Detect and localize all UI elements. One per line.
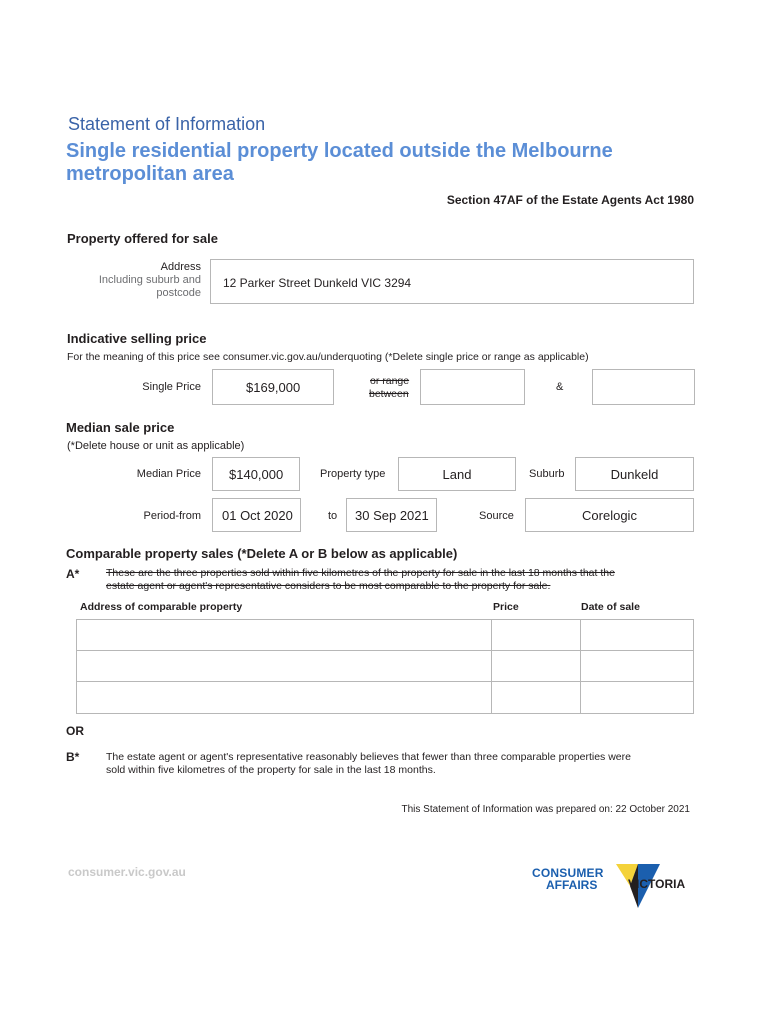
property-type-label: Property type [320, 468, 386, 480]
option-b-text: The estate agent or agent's representative reasonably believes that fewer than three comparable properties were [106, 751, 631, 763]
median-price-field[interactable] [212, 457, 300, 491]
source-field[interactable] [525, 498, 694, 532]
act-reference: Section 47AF of the Estate Agents Act 1980 [446, 193, 694, 207]
period-to-label: to [328, 510, 338, 522]
suburb-label: Suburb [529, 468, 565, 480]
consumer-affairs-victoria-logo [530, 862, 700, 912]
table-row-2-price[interactable] [491, 650, 581, 682]
table-row-1-date[interactable] [580, 619, 694, 651]
table-row-2-address[interactable] [76, 650, 492, 682]
address-field[interactable] [210, 259, 694, 304]
logo-text-victoria: VICTORIA [628, 877, 686, 891]
table-row-2-date[interactable] [580, 650, 694, 682]
median-heading: Median sale price [66, 420, 175, 435]
table-row-1-address[interactable] [76, 619, 492, 651]
median-price-value: $140,000 [229, 467, 284, 482]
suburb-field[interactable] [575, 457, 694, 491]
prepared-date: This Statement of Information was prepared on: 22 October 2021 [401, 804, 690, 815]
logo-text-affairs: AFFAIRS [546, 878, 598, 892]
source-label: Source [479, 510, 514, 522]
comparable-heading: Comparable property sales (*Delete A or B below as applicable) [66, 546, 458, 561]
option-a-marker: A* [66, 567, 80, 581]
range-ampersand: & [556, 381, 564, 393]
property-type-field[interactable] [398, 457, 516, 491]
period-from-label: Period-from [143, 510, 201, 522]
median-price-label: Median Price [136, 468, 201, 480]
single-price-field[interactable] [212, 369, 334, 405]
footer-website-link[interactable]: consumer.vic.gov.au [68, 865, 186, 879]
option-b-text-cont: sold within five kilometres of the property for sale in the last 18 months. [106, 764, 436, 776]
table-row-3-address[interactable] [76, 681, 492, 714]
comparable-table [76, 619, 694, 714]
period-to-field[interactable] [346, 498, 437, 532]
col-address-header: Address of comparable property [80, 601, 243, 613]
single-price-label: Single Price [142, 381, 201, 393]
address-sublabel-postcode: postcode [156, 287, 201, 299]
address-value: 12 Parker Street Dunkeld VIC 3294 [223, 276, 412, 290]
property-heading: Property offered for sale [67, 231, 218, 246]
logo-text-consumer: CONSUMER [532, 866, 604, 880]
period-to-value: 30 Sep 2021 [355, 508, 429, 523]
option-b-marker: B* [66, 750, 80, 764]
range-label-between: between [369, 388, 409, 400]
suburb-value: Dunkeld [610, 467, 659, 482]
or-divider: OR [66, 724, 84, 738]
col-date-header: Date of sale [581, 601, 640, 613]
range-label: or range [370, 375, 410, 387]
property-type-value: Land [442, 467, 472, 482]
indicative-heading: Indicative selling price [67, 331, 207, 346]
range-from-field[interactable] [420, 369, 525, 405]
source-value: Corelogic [582, 508, 637, 523]
document-subtitle: Statement of Information [68, 114, 266, 134]
document-title: Single residential property located outside the Melbourne metropolitan area [66, 140, 613, 185]
option-a-text: These are the three properties sold within five kilometres of the property for sale in the last 18 months that the [106, 567, 615, 579]
period-from-value: 01 Oct 2020 [222, 508, 293, 523]
table-row-3-date[interactable] [580, 681, 694, 714]
col-price-header: Price [493, 601, 519, 613]
option-a-text-cont: estate agent or agent's representative considers to be most comparable to the property for sale. [106, 580, 551, 592]
address-sublabel: Including suburb and [98, 274, 201, 286]
period-from-field[interactable] [212, 498, 301, 532]
median-note: (*Delete house or unit as applicable) [67, 440, 245, 452]
range-to-field[interactable] [592, 369, 695, 405]
indicative-note: For the meaning of this price see consumer.vic.gov.au/underquoting (*Delete single price or range as applicable) [67, 351, 589, 363]
table-row-3-price[interactable] [491, 681, 581, 714]
single-price-value: $169,000 [246, 380, 301, 395]
table-row-1-price[interactable] [491, 619, 581, 651]
address-label: Address [160, 261, 201, 273]
